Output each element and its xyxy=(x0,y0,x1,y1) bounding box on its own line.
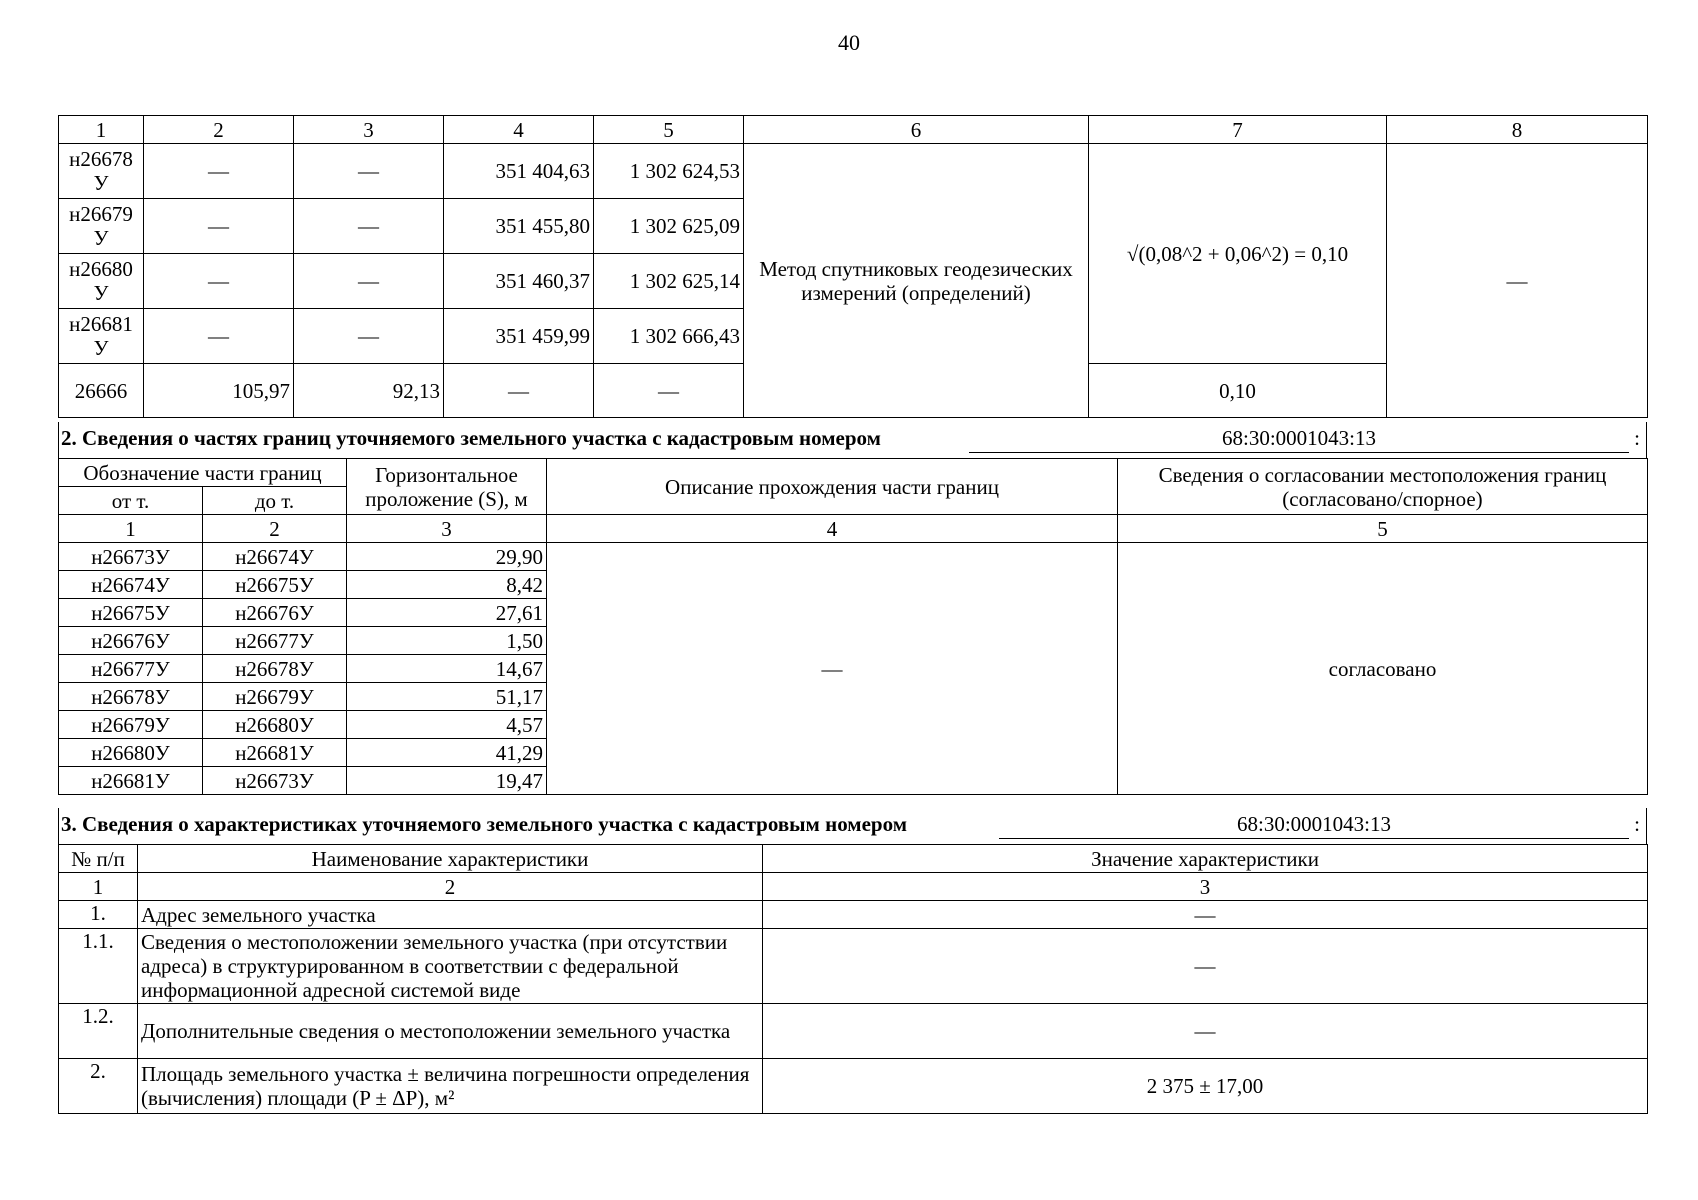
to-point: н26674У xyxy=(203,543,347,571)
col-header: 2 xyxy=(144,116,294,144)
col-number: 2 xyxy=(138,873,763,901)
coord-x: 351 455,80 xyxy=(444,199,594,254)
char-value: — xyxy=(763,901,1648,929)
col-number: 2 xyxy=(203,515,347,543)
coord-y: 1 302 666,43 xyxy=(594,309,744,364)
to-point: н26677У xyxy=(203,627,347,655)
coord-y: 1 302 625,14 xyxy=(594,254,744,309)
col-header: 3 xyxy=(294,116,444,144)
distance: 51,17 xyxy=(347,683,547,711)
col-number: 4 xyxy=(547,515,1118,543)
from-point: н26674У xyxy=(59,571,203,599)
coord-x: 351 460,37 xyxy=(444,254,594,309)
description-value: — xyxy=(547,543,1118,795)
distance: 14,67 xyxy=(347,655,547,683)
to-point: н26678У xyxy=(203,655,347,683)
to-point: н26679У xyxy=(203,683,347,711)
cell: — xyxy=(294,199,444,254)
distance: 19,47 xyxy=(347,767,547,795)
cell: — xyxy=(294,254,444,309)
accuracy-cell: 0,10 xyxy=(1089,364,1387,418)
to-point: н26680У xyxy=(203,711,347,739)
distance: 29,90 xyxy=(347,543,547,571)
col-header: 6 xyxy=(744,116,1089,144)
col-header: 5 xyxy=(594,116,744,144)
from-point: н26681У xyxy=(59,767,203,795)
table-row xyxy=(59,543,1648,571)
boundary-parts-table xyxy=(58,458,1648,795)
distance: 8,42 xyxy=(347,571,547,599)
agreement-header: Сведения о согласовании местоположения границ (согласовано/спорное) xyxy=(1118,459,1648,515)
num-header: № п/п xyxy=(59,845,138,873)
table-row xyxy=(59,144,1648,199)
to-header: до т. xyxy=(203,487,347,515)
characteristics-table xyxy=(58,844,1648,1114)
section2-cadastral: 68:30:0001043:13 xyxy=(969,426,1629,453)
designation-header: Обозначение части границ xyxy=(59,459,347,487)
distance: 1,50 xyxy=(347,627,547,655)
cell: — xyxy=(144,199,294,254)
point-id: н26679 У xyxy=(59,199,144,254)
name-header: Наименование характеристики xyxy=(138,845,763,873)
section3-header xyxy=(58,808,1647,844)
to-point: н26675У xyxy=(203,571,347,599)
from-point: н26679У xyxy=(59,711,203,739)
coord-x: 351 459,99 xyxy=(444,309,594,364)
char-value: — xyxy=(763,929,1648,1004)
col-number: 3 xyxy=(347,515,547,543)
section3-cadastral: 68:30:0001043:13 xyxy=(999,812,1629,839)
col-number: 5 xyxy=(1118,515,1648,543)
method-cell: Метод спутниковых геодезических измерений (определений) xyxy=(744,144,1089,418)
char-name: Дополнительные сведения о местоположении земельного участка xyxy=(138,1004,763,1059)
from-point: н26680У xyxy=(59,739,203,767)
cell: — xyxy=(294,144,444,199)
col8-cell: — xyxy=(1387,144,1648,418)
from-header: от т. xyxy=(59,487,203,515)
point-id: н26681 У xyxy=(59,309,144,364)
char-name: Сведения о местоположении земельного участка (при отсутствии адреса) в структурированном в соответствии с федеральной информационной адресной системой виде xyxy=(138,929,763,1004)
coord-y: 1 302 625,09 xyxy=(594,199,744,254)
section2-title: 2. Сведения о частях границ уточняемого земельного участка с кадастровым номером xyxy=(61,426,881,450)
from-point: н26676У xyxy=(59,627,203,655)
description-header: Описание прохождения части границ xyxy=(547,459,1118,515)
char-name: Площадь земельного участка ± величина погрешности определения (вычисления) площади (P ± ΔP), м² xyxy=(138,1059,763,1114)
from-point: н26677У xyxy=(59,655,203,683)
row-num: 1.2. xyxy=(59,1004,138,1059)
char-name: Адрес земельного участка xyxy=(138,901,763,929)
agreement-value: согласовано xyxy=(1118,543,1648,795)
coord-y: 1 302 624,53 xyxy=(594,144,744,199)
page-number: 40 xyxy=(838,30,860,55)
col-number: 1 xyxy=(59,515,203,543)
section3-colon: : xyxy=(1634,812,1640,836)
row-num: 1. xyxy=(59,901,138,929)
cell: 105,97 xyxy=(144,364,294,418)
row-num: 1.1. xyxy=(59,929,138,1004)
cell: — xyxy=(144,254,294,309)
to-point: н26673У xyxy=(203,767,347,795)
coordinates-table xyxy=(58,115,1648,418)
col-number: 3 xyxy=(763,873,1648,901)
point-id: н26678 У xyxy=(59,144,144,199)
cell: — xyxy=(594,364,744,418)
section3-title: 3. Сведения о характеристиках уточняемого земельного участка с кадастровым номером xyxy=(61,812,908,836)
col-header: 1 xyxy=(59,116,144,144)
table-row xyxy=(59,929,1648,1004)
char-value: — xyxy=(763,1004,1648,1059)
from-point: н26678У xyxy=(59,683,203,711)
cell: — xyxy=(144,144,294,199)
coord-x: 351 404,63 xyxy=(444,144,594,199)
section2-header xyxy=(58,422,1647,458)
table-row xyxy=(59,1004,1648,1059)
distance: 41,29 xyxy=(347,739,547,767)
col-number: 1 xyxy=(59,873,138,901)
point-id: 26666 xyxy=(59,364,144,418)
col-header: 4 xyxy=(444,116,594,144)
from-point: н26675У xyxy=(59,599,203,627)
cell: 92,13 xyxy=(294,364,444,418)
table-row xyxy=(59,901,1648,929)
distance: 27,61 xyxy=(347,599,547,627)
cell: — xyxy=(444,364,594,418)
to-point: н26681У xyxy=(203,739,347,767)
row-num: 2. xyxy=(59,1059,138,1114)
to-point: н26676У xyxy=(203,599,347,627)
from-point: н26673У xyxy=(59,543,203,571)
col-header: 7 xyxy=(1089,116,1387,144)
section2-colon: : xyxy=(1634,426,1640,450)
table-row xyxy=(59,1059,1648,1114)
col-header: 8 xyxy=(1387,116,1648,144)
distance: 4,57 xyxy=(347,711,547,739)
char-value: 2 375 ± 17,00 xyxy=(763,1059,1648,1114)
cell: — xyxy=(144,309,294,364)
horizontal-header: Горизонтальное проложение (S), м xyxy=(347,459,547,515)
formula-cell: √(0,08^2 + 0,06^2) = 0,10 xyxy=(1089,144,1387,364)
value-header: Значение характеристики xyxy=(763,845,1648,873)
cell: — xyxy=(294,309,444,364)
point-id: н26680 У xyxy=(59,254,144,309)
